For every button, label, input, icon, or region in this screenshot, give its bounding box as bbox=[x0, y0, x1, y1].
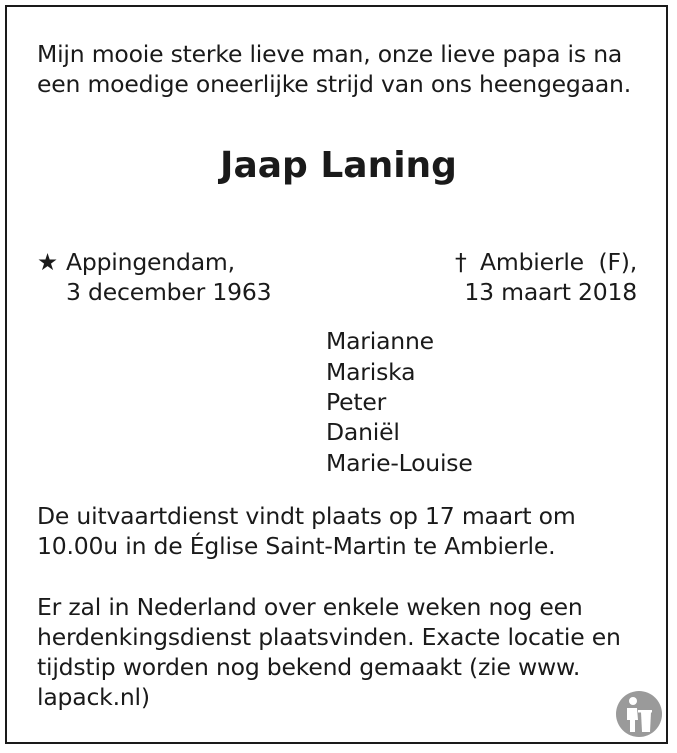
family-member: Mariska bbox=[326, 358, 416, 386]
death-place: Ambierle (F), bbox=[480, 248, 637, 276]
memorial-line-1: Er zal in Nederland over enkele weken nog een bbox=[37, 593, 583, 621]
family-member: Peter bbox=[326, 388, 387, 416]
memorial-figure-icon bbox=[615, 690, 663, 738]
memorial-line-2: herdenkingsdienst plaatsvinden. Exacte locatie en bbox=[37, 623, 621, 651]
birth-star-icon: ★ bbox=[37, 248, 58, 276]
intro-line-2: een moedige oneerlijke strijd van ons heengegaan. bbox=[37, 70, 632, 98]
family-member: Marianne bbox=[326, 327, 434, 355]
family-member: Daniël bbox=[326, 418, 400, 446]
deceased-name: Jaap Laning bbox=[220, 145, 457, 186]
birth-place: Appingendam, bbox=[66, 248, 235, 276]
service-line-2: 10.00u in de Église Saint-Martin te Ambierle. bbox=[37, 532, 556, 560]
family-member: Marie-Louise bbox=[326, 449, 473, 477]
death-cross-icon: † bbox=[455, 248, 467, 276]
memorial-line-4: lapack.nl) bbox=[37, 683, 150, 711]
death-date: 13 maart 2018 bbox=[464, 278, 637, 306]
service-line-1: De uitvaartdienst vindt plaats op 17 maart om bbox=[37, 502, 576, 530]
intro-line-1: Mijn mooie sterke lieve man, onze lieve papa is na bbox=[37, 40, 623, 68]
memorial-line-3: tijdstip worden nog bekend gemaakt (zie www. bbox=[37, 653, 581, 681]
birth-date: 3 december 1963 bbox=[66, 278, 272, 306]
